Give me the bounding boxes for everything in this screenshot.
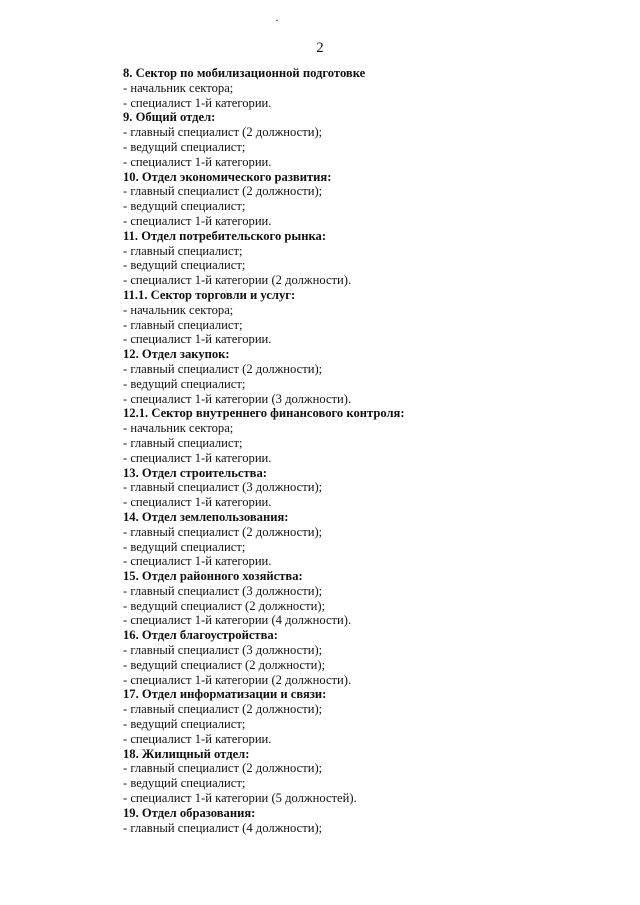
department-section bbox=[123, 687, 603, 746]
position-item: - главный специалист (2 должности); bbox=[123, 184, 323, 199]
position-item: - специалист 1-й категории. bbox=[123, 213, 272, 228]
staff-list bbox=[123, 66, 603, 835]
page-number: 2 bbox=[316, 40, 324, 56]
department-section bbox=[123, 510, 603, 569]
department-section bbox=[123, 806, 603, 836]
position-item: - ведущий специалист; bbox=[123, 539, 246, 554]
department-section bbox=[123, 628, 603, 687]
department-section bbox=[123, 110, 603, 169]
department-section bbox=[123, 569, 603, 628]
position-item: - ведущий специалист; bbox=[123, 199, 246, 214]
position-item: - главный специалист (3 должности); bbox=[123, 583, 323, 598]
position-item: - специалист 1-й категории (2 должности). bbox=[123, 273, 352, 288]
position-item: - ведущий специалист; bbox=[123, 139, 246, 154]
department-section bbox=[123, 170, 603, 229]
department-heading: 16. Отдел благоустройства: bbox=[123, 628, 278, 643]
department-heading: 17. Отдел информатизации и связи: bbox=[123, 687, 327, 702]
position-item: - специалист 1-й категории (3 должности). bbox=[123, 391, 352, 406]
position-item: - главный специалист; bbox=[123, 317, 243, 332]
position-item: - специалист 1-й категории (4 должности). bbox=[123, 613, 352, 628]
department-section bbox=[123, 347, 603, 406]
department-section bbox=[123, 406, 603, 465]
department-heading: 14. Отдел землепользования: bbox=[123, 509, 289, 524]
department-heading: 11.1. Сектор торговли и услуг: bbox=[123, 287, 296, 302]
position-item: - главный специалист; bbox=[123, 435, 243, 450]
position-item: - специалист 1-й категории. bbox=[123, 332, 272, 347]
position-item: - главный специалист (2 должности); bbox=[123, 361, 323, 376]
department-heading: 15. Отдел районного хозяйства: bbox=[123, 569, 303, 584]
department-section bbox=[123, 466, 603, 510]
position-item: - ведущий специалист; bbox=[123, 717, 246, 732]
position-item: - главный специалист; bbox=[123, 243, 243, 258]
position-item: - главный специалист (2 должности); bbox=[123, 524, 323, 539]
department-heading: 19. Отдел образования: bbox=[123, 805, 256, 820]
department-section bbox=[123, 229, 603, 288]
position-item: - специалист 1-й категории. bbox=[123, 154, 272, 169]
position-item: - главный специалист (2 должности); bbox=[123, 761, 323, 776]
position-item: - специалист 1-й категории. bbox=[123, 554, 272, 569]
department-section bbox=[123, 288, 603, 347]
position-item: - ведущий специалист; bbox=[123, 258, 246, 273]
position-item: - главный специалист (4 должности); bbox=[123, 820, 323, 835]
position-item: - начальник сектора; bbox=[123, 421, 234, 436]
department-heading: 13. Отдел строительства: bbox=[123, 465, 267, 480]
department-heading: 12. Отдел закупок: bbox=[123, 347, 230, 362]
department-heading: 18. Жилищный отдел: bbox=[123, 746, 250, 761]
position-item: - специалист 1-й категории. bbox=[123, 495, 272, 510]
position-item: - ведущий специалист (2 должности); bbox=[123, 598, 326, 613]
position-item: - специалист 1-й категории (5 должностей). bbox=[123, 791, 357, 806]
position-item: - начальник сектора; bbox=[123, 302, 234, 317]
position-item: - специалист 1-й категории (2 должности). bbox=[123, 672, 352, 687]
position-item: - ведущий специалист; bbox=[123, 776, 246, 791]
position-item: - специалист 1-й категории. bbox=[123, 731, 272, 746]
position-item: - главный специалист (2 должности); bbox=[123, 702, 323, 717]
position-item: - специалист 1-й категории. bbox=[123, 450, 272, 465]
department-heading: 9. Общий отдел: bbox=[123, 110, 216, 125]
position-item: - ведущий специалист (2 должности); bbox=[123, 657, 326, 672]
position-item: - главный специалист (2 должности); bbox=[123, 125, 323, 140]
position-item: - начальник сектора; bbox=[123, 80, 234, 95]
department-heading: 12.1. Сектор внутреннего финансового контроля: bbox=[123, 406, 405, 421]
position-item: - специалист 1-й категории. bbox=[123, 95, 272, 110]
position-item: - ведущий специалист; bbox=[123, 376, 246, 391]
department-heading: 8. Сектор по мобилизационной подготовке bbox=[123, 66, 366, 80]
department-heading: 11. Отдел потребительского рынка: bbox=[123, 228, 327, 243]
top-mark: · bbox=[275, 13, 279, 27]
department-section bbox=[123, 747, 603, 806]
department-heading: 10. Отдел экономического развития: bbox=[123, 169, 332, 184]
department-section bbox=[123, 66, 603, 110]
position-item: - главный специалист (3 должности); bbox=[123, 643, 323, 658]
position-item: - главный специалист (3 должности); bbox=[123, 480, 323, 495]
